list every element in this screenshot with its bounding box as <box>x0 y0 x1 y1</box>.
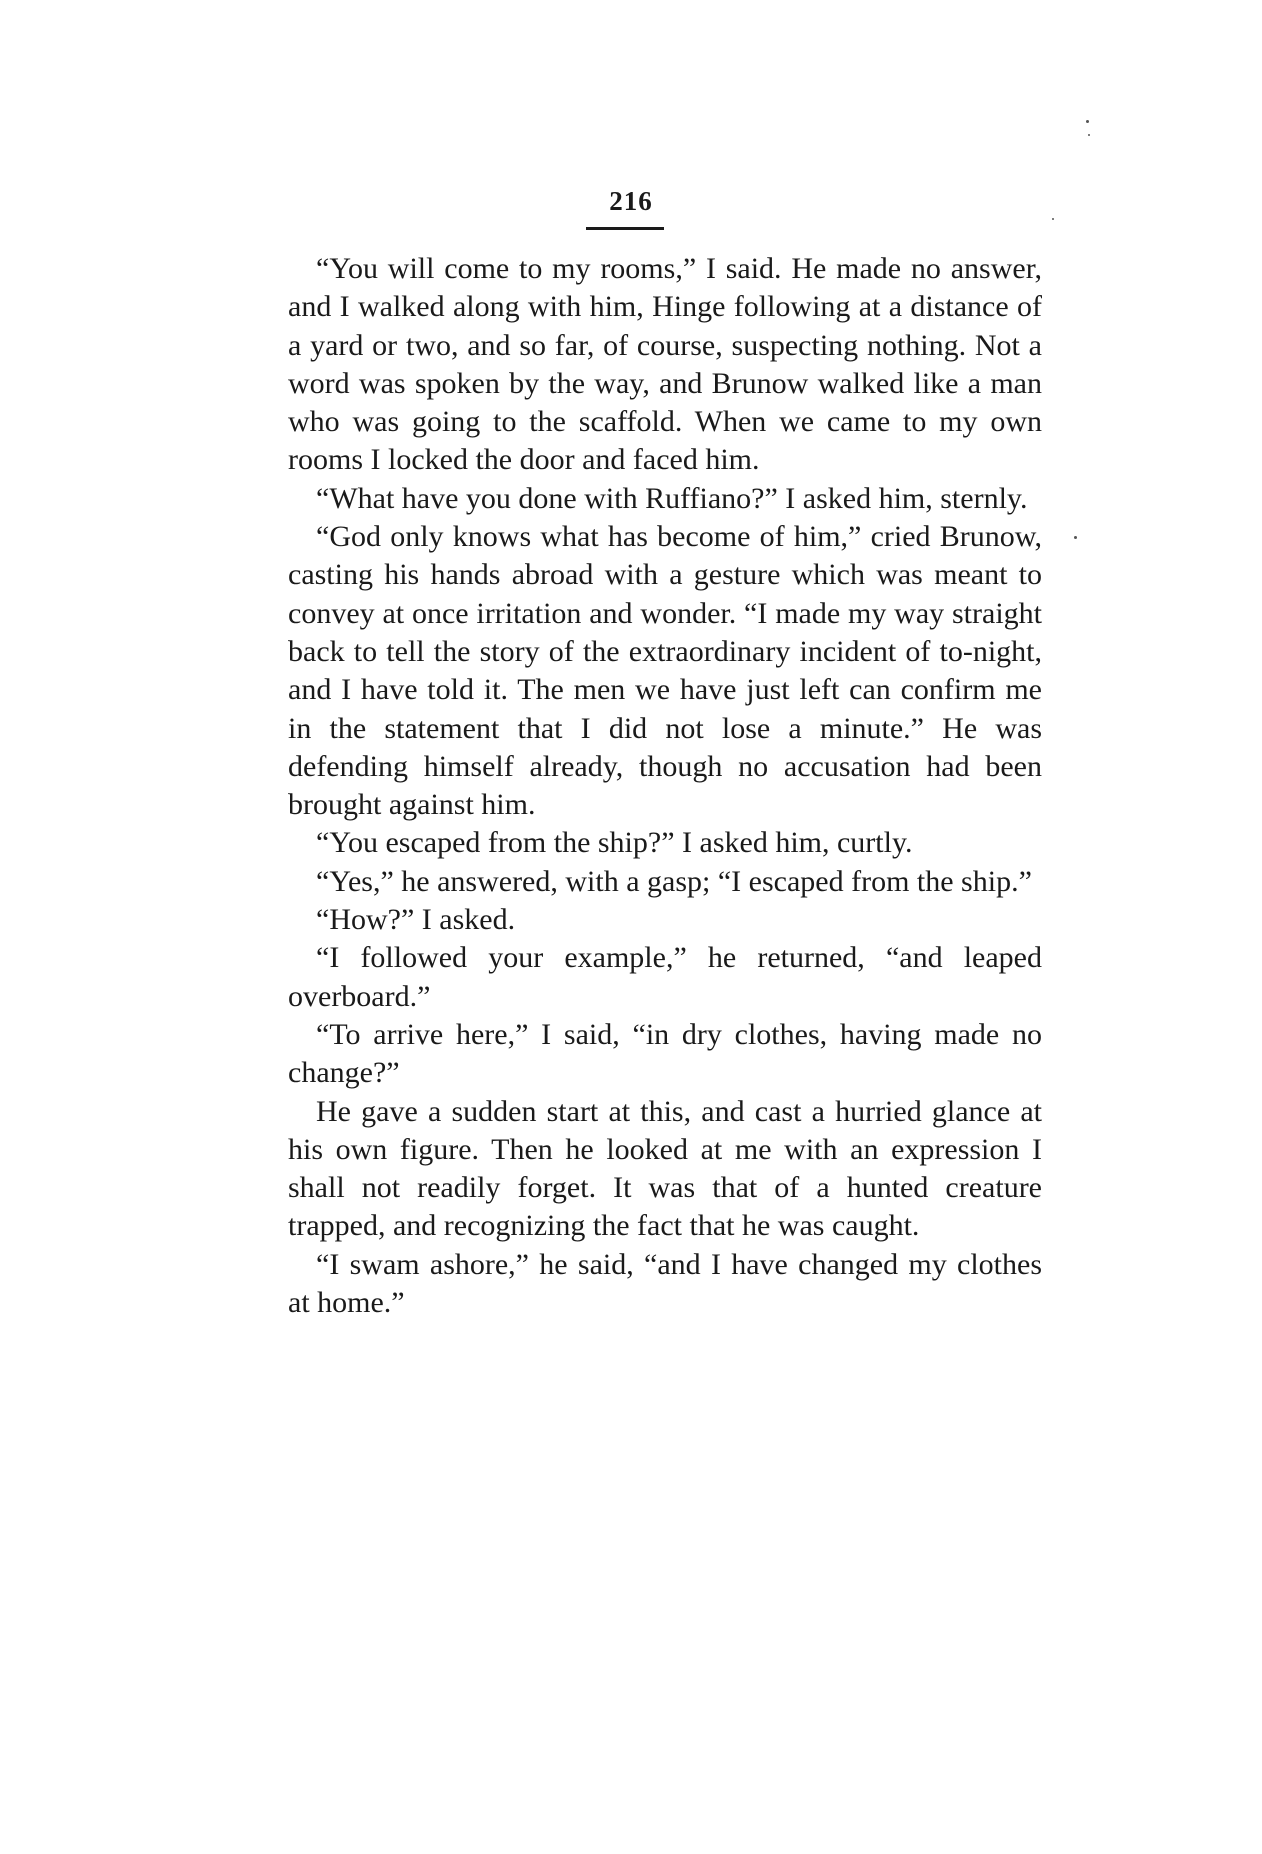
page-number: 216 <box>609 186 653 216</box>
scan-speck <box>1086 120 1089 123</box>
paragraph: He gave a sudden start at this, and cast a hurried glance at his own figure. Then he looked at me with an expression I shall not readily forget. It was that of a hunted creature trapped, and recognizing the fact that he was caught. <box>288 1094 1042 1243</box>
paragraph: “God only knows what has become of him,” cried Brunow, casting his hands abroad with a gesture which was meant to convey at once irritation and wonder. “I made my way straight back to tell the story of the extraordinary incident of to-night, and I have told it. The men we have just left can confirm me in the statement that I did not lose a minute.” He was defending himself already, though no accusation had been brought against him. <box>288 520 1042 822</box>
paragraph: “Yes,” he answered, with a gasp; “I escaped from the ship.” <box>316 864 1032 898</box>
page-number-rule <box>586 227 664 230</box>
body-text <box>288 250 1042 1322</box>
scan-speck <box>1052 218 1054 220</box>
paragraph: “I swam ashore,” he said, “and I have changed my clothes at home.” <box>288 1247 1042 1320</box>
paragraph: “What have you done with Ruffiano?” I asked him, sternly. <box>316 481 1028 515</box>
paragraph: “I followed your example,” he returned, “and leaped overboard.” <box>288 941 1042 1013</box>
paragraph: “How?” I asked. <box>316 903 516 937</box>
paragraph: “You will come to my rooms,” I said. He made no answer, and I walked along with him, Hinge following at a distance of a yard or two, and so far, of course, suspecting nothing. Not a word was spoken by the way, and Brunow walked like a man who was going to the scaffold. When we came to my own rooms I locked the door and faced him. <box>288 252 1042 477</box>
paragraph: “You escaped from the ship?” I asked him, curtly. <box>316 826 913 860</box>
scan-speck <box>1088 134 1090 136</box>
paragraph: “To arrive here,” I said, “in dry clothes, having made no change?” <box>288 1017 1042 1090</box>
scan-speck <box>1074 536 1077 539</box>
